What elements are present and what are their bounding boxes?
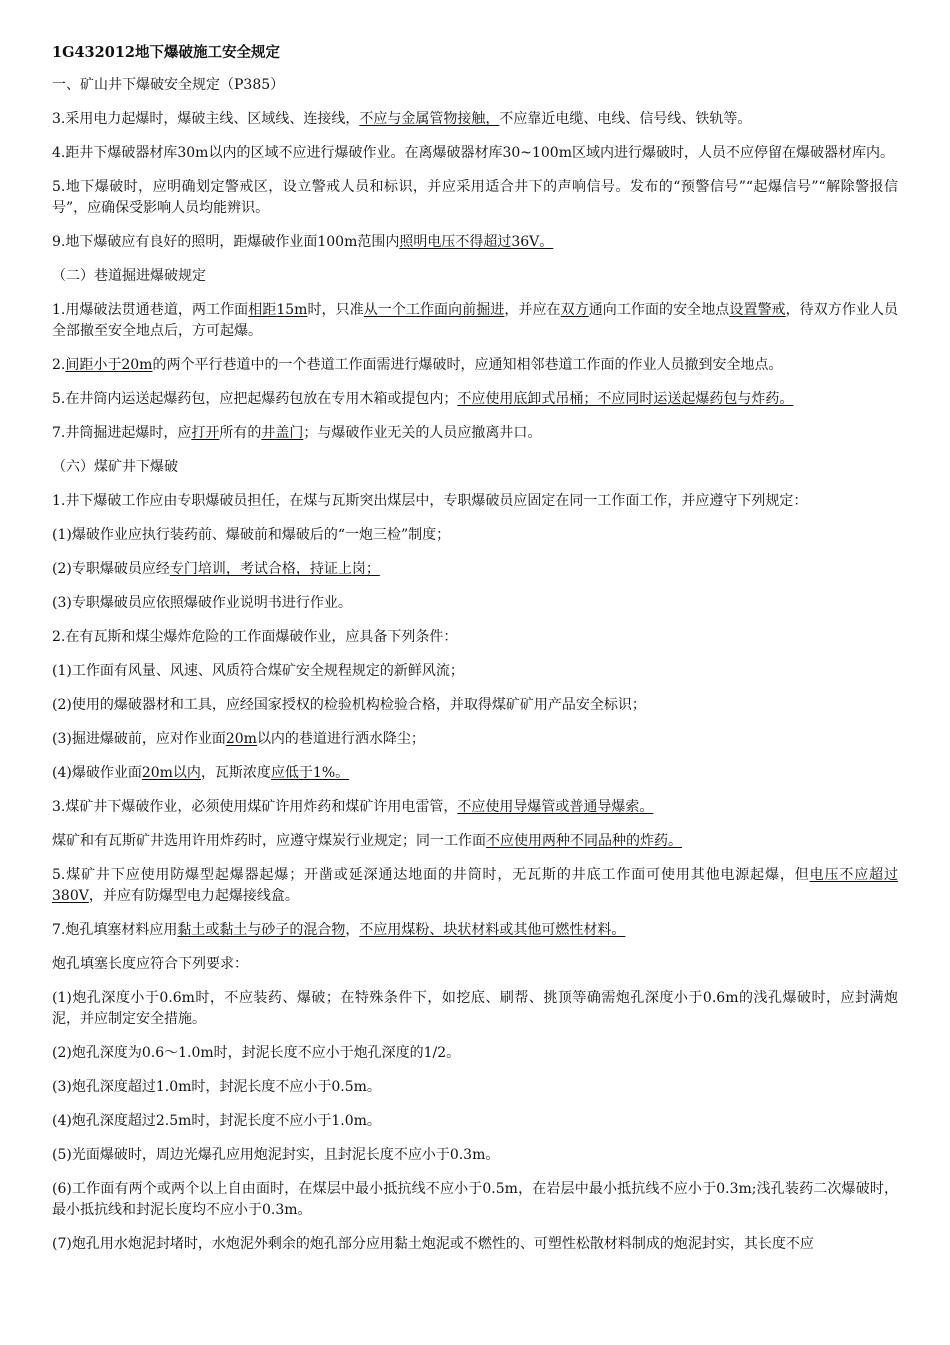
paragraph (52, 1111, 898, 1132)
paragraph (52, 865, 898, 907)
text-segment: (3)炮孔深度超过1.0m时，封泥长度不应小于0.5m。 (52, 1079, 381, 1095)
text-segment: 不应靠近电缆、电线、信号线、铁轨等。 (499, 111, 752, 127)
text-segment: (2)专职爆破员应经 (52, 561, 170, 577)
paragraph (52, 389, 898, 410)
paragraph (52, 143, 898, 164)
document-title: 1G432012地下爆破施工安全规定 (52, 44, 281, 61)
text-segment: (2)使用的爆破器材和工具，应经国家授权的检验机构检验合格，并取得煤矿矿用产品安全标识； (52, 697, 646, 713)
underlined-text: 电压不应超过380V (52, 867, 898, 904)
text-segment: ；与爆破作业无关的人员应撤离井口。 (303, 425, 542, 441)
text-segment: 2. (52, 357, 66, 373)
text-segment: (6)工作面有两个或两个以上自由面时，在煤层中最小抵抗线不应小于0.5m，在岩层中最小抵抗线不应小于0.3m;浅孔装药二次爆破时，最小抵抗线和封泥长度均不应小于0.3m。 (52, 1181, 898, 1218)
paragraph (52, 1234, 898, 1255)
text-segment: 1.用爆破法贯通巷道，两工作面 (52, 302, 249, 318)
underlined-text: 相距15m (248, 302, 308, 318)
text-segment: (1)炮孔深度小于0.6m时，不应装药、爆破；在特殊条件下，如挖底、刷帮、挑顶等确需炮孔深度小于0.6m的浅孔爆破时，应封满炮泥，并应制定安全措施。 (52, 990, 898, 1027)
text-segment: 3.煤矿井下爆破作业，必须使用煤矿许用炸药和煤矿许用电雷管， (52, 799, 458, 815)
paragraph (52, 763, 898, 784)
text-segment: (4)爆破作业面 (52, 765, 142, 781)
section-heading (52, 266, 898, 287)
text-segment: ，并应在 (504, 302, 561, 318)
paragraph (52, 593, 898, 614)
text-segment: (2)炮孔深度为0.6～1.0m时，封泥长度不应小于炮孔深度的1/2。 (52, 1045, 461, 1061)
text-segment: ，待双方作业人员全部撤至安全地点后，方可起爆。 (52, 302, 899, 339)
text-segment: 7.井筒掘进起爆时，应 (52, 425, 192, 441)
paragraph (52, 661, 898, 682)
text-segment: 9.地下爆破应有良好的照明，距爆破作业面100m范围内 (52, 234, 400, 250)
text-segment: 时，只准 (307, 302, 364, 318)
paragraph (52, 797, 898, 818)
text-segment: 7.炮孔填塞材料应用 (52, 922, 178, 938)
section-heading (52, 75, 898, 96)
text-segment: 以内的巷道进行洒水降尘； (256, 731, 425, 747)
paragraph (52, 1179, 898, 1221)
paragraph (52, 232, 898, 253)
text-segment: (1)爆破作业应执行装药前、爆破前和爆破后的“一炮三检”制度； (52, 527, 451, 543)
paragraph (52, 1043, 898, 1064)
paragraph (52, 954, 898, 975)
underlined-text: 不应使用导爆管或普通导爆索。 (457, 799, 654, 815)
paragraph (52, 491, 898, 512)
paragraph (52, 300, 898, 342)
underlined-text: 不应与金属管物接触， (359, 111, 500, 127)
paragraph (52, 525, 898, 546)
text-segment: 5.在井筒内运送起爆药包，应把起爆药包放在专用木箱或提包内； (52, 391, 458, 407)
underlined-text: 打开 (191, 425, 220, 441)
paragraph (52, 627, 898, 648)
text-segment: 4.距井下爆破器材库30m以内的区域不应进行爆破作业。在离爆破器材库30~100m区域内进行爆破时，人员不应停留在爆破器材库内。 (52, 145, 894, 161)
text-segment: ， (345, 922, 360, 938)
text-segment: （六）煤矿井下爆破 (52, 459, 178, 475)
text-segment: 所有的 (219, 425, 262, 441)
underlined-text: 从一个工作面向前掘进 (363, 302, 505, 318)
text-segment: 炮孔填塞长度应符合下列要求： (52, 956, 248, 972)
underlined-text: 黏土或黏土与砂子的混合物 (177, 922, 346, 938)
text-segment: 5.煤矿井下应使用防爆型起爆器起爆；开凿或延深通达地面的井筒时，无瓦斯的井底工作面可使用其他电源起爆，但 (52, 867, 810, 883)
text-segment: (1)工作面有风量、风速、风质符合煤矿安全规程规定的新鲜风流； (52, 663, 464, 679)
text-segment: ，并应有防爆型电力起爆接线盒。 (88, 888, 299, 904)
document-body (52, 75, 898, 1255)
text-segment: (4)炮孔深度超过2.5m时，封泥长度不应小于1.0m。 (52, 1113, 381, 1129)
section-heading (52, 457, 898, 478)
underlined-text: 不应用煤粉、块状材料或其他可燃性材料。 (359, 922, 626, 938)
underlined-text: 专门培训，考试合格，持证上岗； (169, 561, 380, 577)
paragraph (52, 559, 898, 580)
underlined-text: 井盖门 (261, 425, 304, 441)
text-segment: 一、矿山井下爆破安全规定（P385） (52, 77, 285, 93)
text-segment: 煤矿和有瓦斯矿井选用许用炸药时，应遵守煤炭行业规定；同一工作面 (52, 833, 486, 849)
text-segment: 2.在有瓦斯和煤尘爆炸危险的工作面爆破作业，应具备下列条件： (52, 629, 458, 645)
paragraph (52, 177, 898, 219)
text-segment: 5.地下爆破时，应明确划定警戒区，设立警戒人员和标识，并应采用适合井下的声响信号。发布的“预警信号”“起爆信号”“解除警报信号”，应确保受影响人员均能辨识。 (52, 179, 898, 216)
paragraph (52, 423, 898, 444)
text-segment: 1.井下爆破工作应由专职爆破员担任，在煤与瓦斯突出煤层中，专职爆破员应固定在同一工作面工作，并应遵守下列规定： (52, 493, 808, 509)
paragraph (52, 109, 898, 130)
underlined-text: 20m以内 (141, 765, 201, 781)
text-segment: ，瓦斯浓度 (200, 765, 271, 781)
paragraph (52, 1145, 898, 1166)
text-segment: 的两个平行巷道中的一个巷道工作面需进行爆破时，应通知相邻巷道工作面的作业人员撤到安全地点。 (152, 357, 783, 373)
paragraph (52, 355, 898, 376)
text-segment: (3)专职爆破员应依照爆破作业说明书进行作业。 (52, 595, 352, 611)
paragraph (52, 1077, 898, 1098)
text-segment: 通向工作面的安全地点 (588, 302, 730, 318)
text-segment: (3)掘进爆破前，应对作业面 (52, 731, 226, 747)
paragraph (52, 729, 898, 750)
text-segment: (5)光面爆破时，周边光爆孔应用炮泥封实，且封泥长度不应小于0.3m。 (52, 1147, 500, 1163)
text-segment: （二）巷道掘进爆破规定 (52, 268, 206, 284)
underlined-text: 照明电压不得超过36V。 (399, 234, 554, 250)
underlined-text: 不应使用两种不同品种的炸药。 (486, 833, 682, 849)
underlined-text: 应低于1%。 (270, 765, 350, 781)
paragraph (52, 920, 898, 941)
underlined-text: 间距小于20m (65, 357, 153, 373)
paragraph (52, 695, 898, 716)
text-segment: 3.采用电力起爆时，爆破主线、区域线、连接线， (52, 111, 360, 127)
paragraph (52, 831, 898, 852)
paragraph (52, 988, 898, 1030)
underlined-text: 20m (225, 731, 257, 747)
underlined-text: 双方 (560, 302, 589, 318)
underlined-text: 不应使用底卸式吊桶；不应同时运送起爆药包与炸药。 (457, 391, 794, 407)
text-segment: (7)炮孔用水炮泥封堵时，水炮泥外剩余的炮孔部分应用黏土炮泥或不燃性的、可塑性松散材料制成的炮泥封实，其长度不应 (52, 1236, 814, 1252)
underlined-text: 设置警戒 (729, 302, 786, 318)
